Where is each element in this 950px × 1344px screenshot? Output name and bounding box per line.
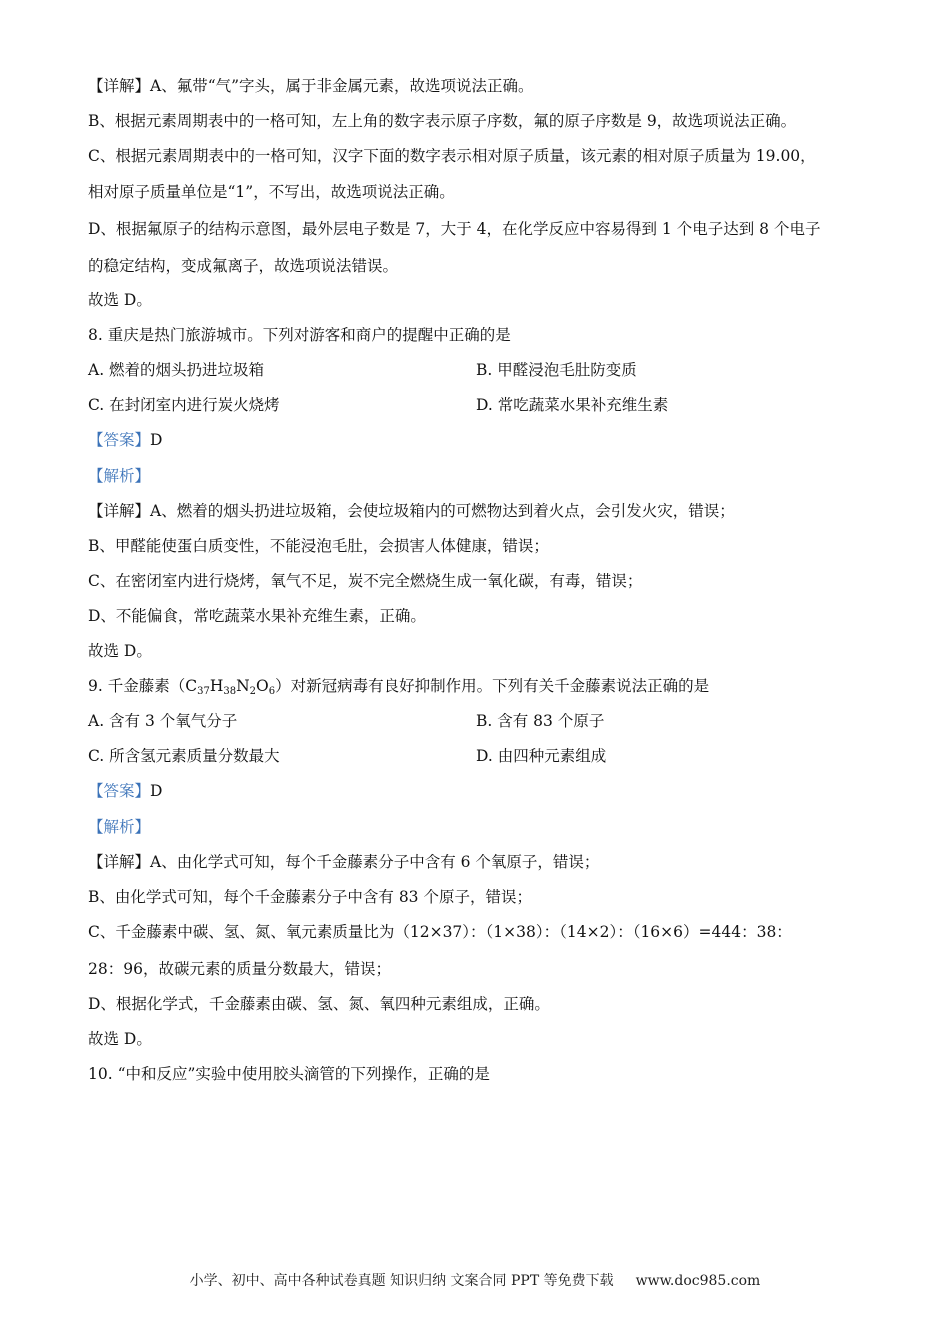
q8-detail-line-c: C、在密闭室内进行烧烤，氧气不足，炭不完全燃烧生成一氧化碳，有毒，错误； — [88, 572, 643, 590]
q9-detail-line-a: 【详解】A、由化学式可知，每个千金藤素分子中含有 6 个氧原子，错误； — [88, 853, 600, 871]
q9-detail-line-d: D、根据化学式，千金藤素由碳、氢、氮、氧四种元素组成，正确。 — [88, 995, 550, 1013]
answer-value: D — [150, 431, 163, 449]
footer-url[interactable]: www.doc985.com — [635, 1273, 761, 1289]
q9-stem: 9. 千金藤素$(C_{37}H_{38}N_2O_6)$对新冠病毒有良好抑制作用。下列有关千金藤素说法正确的是 — [88, 677, 710, 697]
footer-text: 小学、初中、高中各种试卷真题 知识归纳 文案合同 PPT 等免费下载 — [189, 1273, 614, 1289]
answer-tag: 【答案】 — [88, 782, 151, 800]
q9-option-b: B. 含有 83 个原子 — [476, 712, 605, 730]
q7-detail-line-c1: C、根据元素周期表中的一格可知，汉字下面的数字表示相对原子质量，该元素的相对原子质量为 19.00， — [88, 147, 816, 165]
q8-answer — [88, 430, 162, 450]
detail-tag: 【详解】 — [88, 77, 151, 95]
q8-stem: 8. 重庆是热门旅游城市。下列对游客和商户的提醒中正确的是 — [88, 326, 511, 344]
q9-option-a: A. 含有 3 个氧气分子 — [88, 712, 238, 730]
q9-conclusion: 故选 D。 — [88, 1030, 152, 1048]
q9-detail-line-c1: C、千金藤素中碳、氢、氮、氧元素质量比为（12×37）：（1×38）：（14×2）：（16×6）=444：38： — [88, 923, 792, 941]
answer-tag: 【答案】 — [88, 431, 151, 449]
q9-option-c: C. 所含氢元素质量分数最大 — [88, 747, 280, 765]
q9-detail-line-b: B、由化学式可知，每个千金藤素分子中含有 83 个原子，错误； — [88, 888, 532, 906]
q7-detail-line-d2: 的稳定结构，变成氟离子，故选项说法错误。 — [88, 257, 399, 275]
detail-tag: 【详解】 — [88, 502, 151, 520]
q8-option-d: D. 常吃蔬菜水果补充维生素 — [476, 396, 669, 414]
q8-detail-line-a: 【详解】A、燃着的烟头扔进垃圾箱，会使垃圾箱内的可燃物达到着火点，会引发火灾，错误； — [88, 502, 735, 520]
q8-conclusion: 故选 D。 — [88, 642, 152, 660]
q9-analysis-tag: 【解析】 — [88, 818, 151, 836]
detail-tag: 【详解】 — [88, 853, 151, 871]
q7-detail-line-b: B、根据元素周期表中的一格可知，左上角的数字表示原子序数，氟的原子序数是 9，故选项说法正确。 — [88, 112, 797, 130]
q9-option-d: D. 由四种元素组成 — [476, 747, 607, 765]
q8-option-b: B. 甲醛浸泡毛肚防变质 — [476, 361, 637, 379]
q7-detail-line-a: 【详解】A、氟带“气”字头，属于非金属元素，故选项说法正确。 — [88, 77, 534, 95]
q7-detail-line-d1: D、根据氟原子的结构示意图，最外层电子数是 7，大于 4，在化学反应中容易得到 1 个电子达到 8 个电子 — [88, 220, 821, 238]
q8-detail-line-d: D、不能偏食，常吃蔬菜水果补充维生素，正确。 — [88, 607, 426, 625]
q8-analysis-tag: 【解析】 — [88, 467, 151, 485]
q9-detail-line-c2: 28：96，故碳元素的质量分数最大，错误； — [88, 960, 391, 978]
q8-option-a: A. 燃着的烟头扔进垃圾箱 — [88, 361, 265, 379]
answer-value: D — [150, 782, 163, 800]
page-footer — [0, 1270, 950, 1290]
q8-option-c: C. 在封闭室内进行炭火烧烤 — [88, 396, 280, 414]
q7-detail-line-c2: 相对原子质量单位是“1”，不写出，故选项说法正确。 — [88, 183, 455, 201]
q9-answer — [88, 781, 162, 801]
q7-conclusion: 故选 D。 — [88, 291, 152, 309]
q10-stem: 10. “中和反应”实验中使用胶头滴管的下列操作，正确的是 — [88, 1065, 490, 1083]
q8-detail-line-b: B、甲醛能使蛋白质变性，不能浸泡毛肚，会损害人体健康，错误； — [88, 537, 549, 555]
